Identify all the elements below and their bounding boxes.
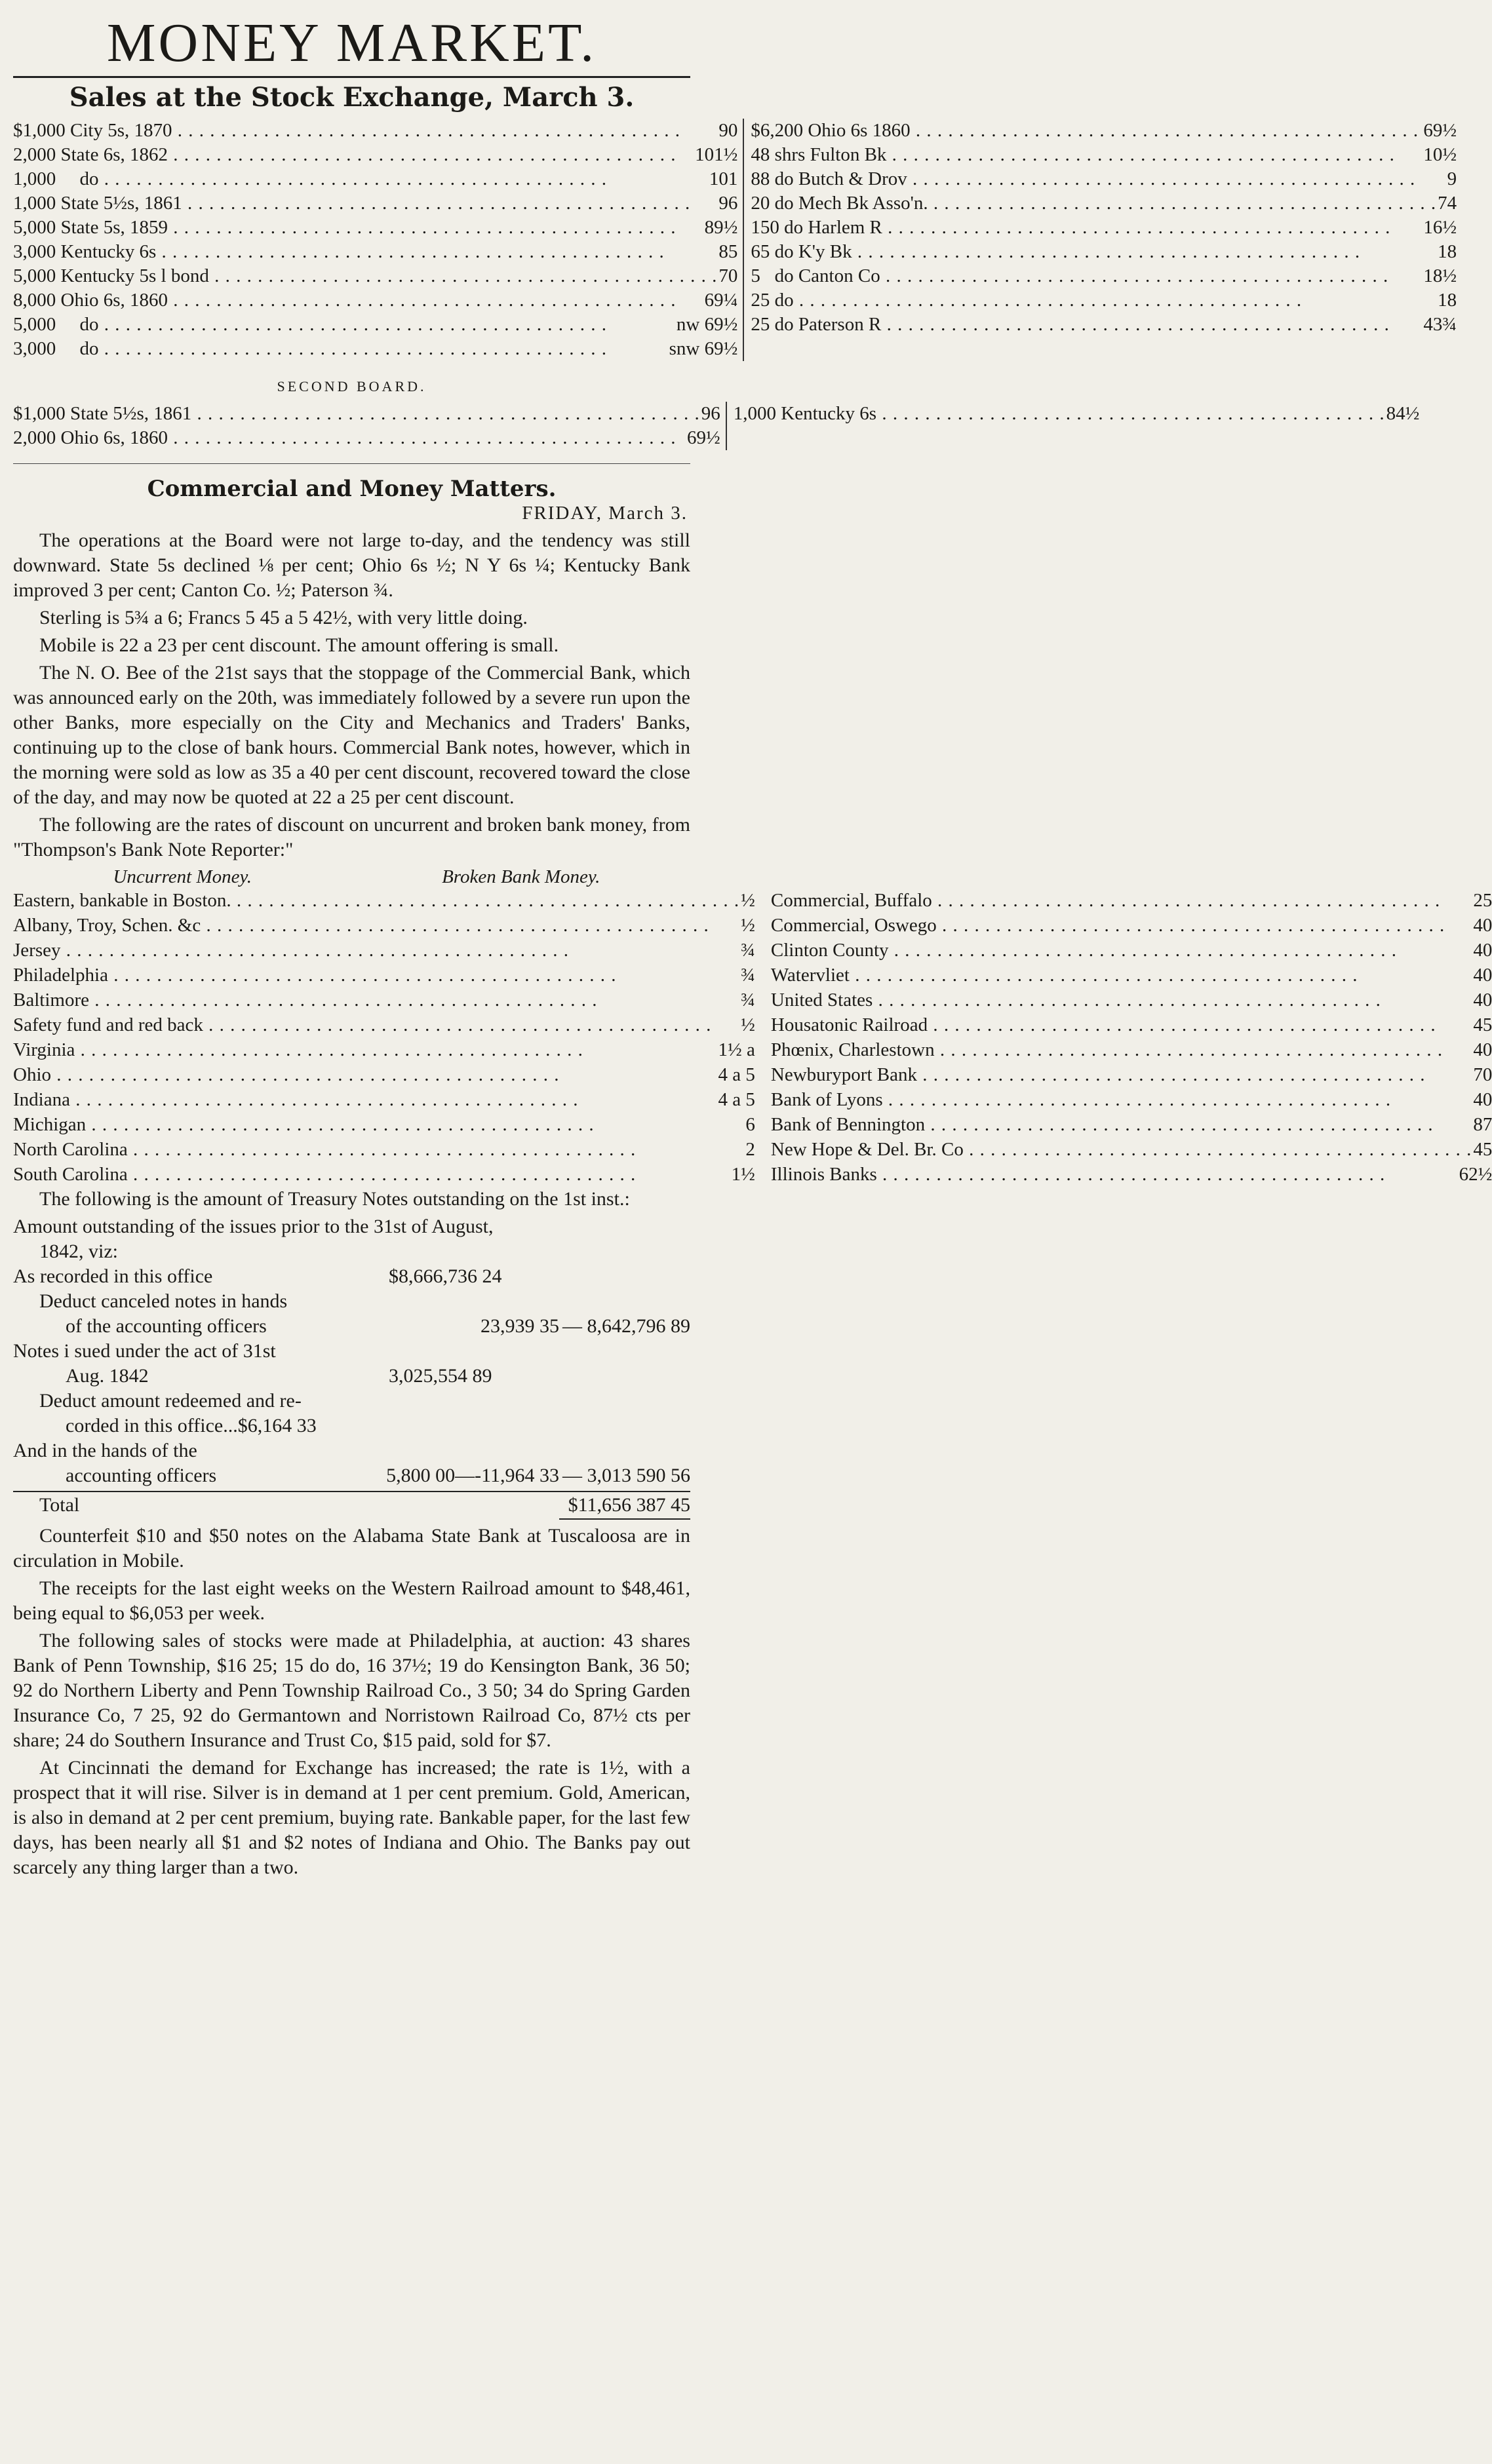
total-amount: $11,656 387 45 (559, 1492, 690, 1520)
rate-row: Clinton County . . . 40 (771, 938, 1492, 963)
rate-row: Commercial, Oswego . . . 40 (771, 913, 1492, 938)
rate-row: Albany, Troy, Schen. &c . . . ½ (13, 913, 755, 938)
commercial-heading: Commercial and Money Matters. (147, 476, 557, 502)
sale-row: 8,000 Ohio 6s, 1860 . . . 69¼ (13, 288, 737, 313)
second-left-column (13, 402, 727, 450)
rate-row: South Carolina . . . 1½ (13, 1162, 755, 1187)
sale-row: 20 do Mech Bk Asso'n. . . . 74 (751, 191, 1457, 216)
broken-column (764, 888, 1492, 1187)
rate-row: Jersey . . . ¾ (13, 938, 755, 963)
sale-row: 48 shrs Fulton Bk . . . 10½ (751, 143, 1457, 167)
rate-row: Commercial, Buffalo . . . 25 (771, 888, 1492, 913)
sale-row: 150 do Harlem R . . . 16½ (751, 216, 1457, 240)
rate-row: New Hope & Del. Br. Co . . . 45 (771, 1137, 1492, 1162)
rate-row: Safety fund and red back . . . ½ (13, 1012, 755, 1037)
page-title: MONEY MARKET. (106, 12, 597, 73)
paragraph-board-operations: The operations at the Board were not large to-day, and the tendency was still downward. State 5s declined ⅛ per cent; Ohio 6s ½; N Y 6s ¼; Kentucky Bank improved 3 per cent; Canton Co. ½; Paterson ¾. (13, 529, 690, 602)
treasury-total (13, 1491, 690, 1520)
rate-row: United States . . . 40 (771, 988, 1492, 1012)
rate-row: Ohio . . . 4 a 5 (13, 1062, 755, 1087)
uncurrent-column (13, 888, 764, 1187)
sale-row: $1,000 City 5s, 1870 . . . 90 (13, 119, 737, 143)
broken-heading: Broken Bank Money. (442, 866, 600, 888)
title-rule (13, 76, 690, 78)
sale-row: 1,000 Kentucky 6s . . . 84½ (734, 402, 1420, 426)
rate-row: Eastern, bankable in Boston. . . . ½ (13, 888, 755, 913)
sale-row: 5 do Canton Co . . . 18½ (751, 264, 1457, 288)
sale-row: 3,000 Kentucky 6s . . . 85 (13, 240, 737, 264)
rate-row: Bank of Bennington . . . 87 (771, 1112, 1492, 1137)
rate-row: Indiana . . . 4 a 5 (13, 1087, 755, 1112)
sale-row: $6,200 Ohio 6s 1860 . . . 69½ (751, 119, 1457, 143)
paragraph-treasury-intro: The following is the amount of Treasury Notes outstanding on the 1st inst.: (39, 1188, 630, 1210)
sale-row: 3,000 do . . . snw 69½ (13, 337, 737, 361)
treasury-line: of the accounting officers 23,939 35 — 8,642,796 89 (66, 1315, 690, 1338)
paragraph-sterling: Sterling is 5¾ a 6; Francs 5 45 a 5 42½, with very little doing. (39, 607, 528, 629)
treasury-line: Deduct canceled notes in hands (39, 1290, 288, 1313)
treasury-table (13, 1214, 690, 1488)
sales-heading: Sales at the Stock Exchange, March 3. (69, 82, 635, 113)
rate-row: North Carolina . . . 2 (13, 1137, 755, 1162)
treasury-line: 1842, viz: (39, 1241, 118, 1263)
sale-row: 5,000 do . . . nw 69½ (13, 313, 737, 337)
sales-table (13, 119, 1457, 361)
treasury-line: As recorded in this office $8,666,736 24 (13, 1265, 502, 1288)
paragraph-cincinnati: At Cincinnati the demand for Exchange has increased; the rate is 1½, with a prospect that it will rise. Silver is in demand at 1 per cent premium. Gold, American, is also in demand at 2 per cent premium, buying rate. Bankable paper, for the last few days, has been nearly all $1 and $2 notes of Indiana and Ohio. The Banks pay out scarcely any thing larger than a two. (13, 1757, 690, 1879)
rate-row: Michigan . . . 6 (13, 1112, 755, 1137)
paragraph-western-railroad: The receipts for the last eight weeks on the Western Railroad amount to $48,461, being equal to $6,053 per week. (13, 1577, 690, 1625)
second-board-heading: SECOND BOARD. (277, 378, 427, 395)
treasury-line: Deduct amount redeemed and re- (39, 1390, 302, 1412)
uncurrent-heading: Uncurrent Money. (113, 866, 252, 888)
second-right-column (727, 402, 1420, 450)
rates-column-headings (13, 866, 690, 888)
rate-row: Illinois Banks . . . 62½ (771, 1162, 1492, 1187)
second-board-table (13, 402, 1420, 450)
sale-row: 2,000 State 6s, 1862 . . . 101½ (13, 143, 737, 167)
paragraph-rates-intro: The following are the rates of discount on uncurrent and broken bank money, from "Thompson's Bank Note Reporter:" (13, 814, 690, 861)
sale-row: 88 do Butch & Drov . . . 9 (751, 167, 1457, 191)
rate-row: Bank of Lyons . . . 40 (771, 1087, 1492, 1112)
paragraph-mobile: Mobile is 22 a 23 per cent discount. The amount offering is small. (39, 634, 559, 657)
rate-row: Newburyport Bank . . . 70 (771, 1062, 1492, 1087)
sale-row: 5,000 Kentucky 5s l bond . . . 70 (13, 264, 737, 288)
sales-left-column (13, 119, 744, 361)
rate-row: Phœnix, Charlestown . . . 40 (771, 1037, 1492, 1062)
rate-row: Housatonic Railroad . . . 45 (771, 1012, 1492, 1037)
rate-row: Philadelphia . . . ¾ (13, 963, 755, 988)
total-label: Total (39, 1494, 80, 1516)
dateline: FRIDAY, March 3. (522, 503, 688, 524)
rate-row: Watervliet . . . 40 (771, 963, 1492, 988)
rates-table (13, 888, 1492, 1187)
treasury-line: Amount outstanding of the issues prior to the 31st of August, (13, 1216, 494, 1238)
section-divider (13, 463, 690, 464)
treasury-line: accounting officers 5,800 00—-11,964 33 — 3,013 590 56 (66, 1465, 690, 1487)
sale-row: 25 do . . . 18 (751, 288, 1457, 313)
sale-row: $1,000 State 5½s, 1861 . . . 96 (13, 402, 720, 426)
treasury-line: corded in this office...$6,164 33 (66, 1415, 317, 1437)
sale-row: 1,000 State 5½s, 1861 . . . 96 (13, 191, 737, 216)
treasury-line: And in the hands of the (13, 1440, 197, 1462)
sale-row: 5,000 State 5s, 1859 . . . 89½ (13, 216, 737, 240)
paragraph-philadelphia-sales: The following sales of stocks were made at Philadelphia, at auction: 43 shares Bank of Penn Township, $16 25; 15 do do, 16 37½; 19 do Kensington Bank, 36 50; 92 do Northern Liberty and Penn Township Railroad Co., 3 50; 34 do Spring Garden Insurance Co, 7 25, 92 do Germantown and Norristown Railroad Co, 87½ cts per share; 24 do Southern Insurance and Trust Co, $15 paid, sold for $7. (13, 1630, 690, 1752)
treasury-line: Notes i sued under the act of 31st (13, 1340, 276, 1362)
rate-row: Baltimore . . . ¾ (13, 988, 755, 1012)
sales-right-column (744, 119, 1457, 361)
sale-row: 65 do K'y Bk . . . 18 (751, 240, 1457, 264)
sale-row: 25 do Paterson R . . . 43¾ (751, 313, 1457, 337)
rate-row: Virginia . . . 1½ a (13, 1037, 755, 1062)
sale-row: 2,000 Ohio 6s, 1860 . . . 69½ (13, 426, 720, 450)
sale-row: 1,000 do . . . 101 (13, 167, 737, 191)
paragraph-counterfeit: Counterfeit $10 and $50 notes on the Alabama State Bank at Tuscaloosa are in circulation in Mobile. (13, 1525, 690, 1572)
paragraph-no-bee: The N. O. Bee of the 21st says that the stoppage of the Commercial Bank, which was announced early on the 20th, was immediately followed by a severe run upon the other Banks, more especially on the City and Mechanics and Traders' Banks, continuing up to the close of bank hours. Commercial Bank notes, however, which in the morning were sold as low as 35 a 40 per cent discount, recovered toward the close of the day, and may now be quoted at 22 a 25 per cent discount. (13, 662, 690, 809)
treasury-line: Aug. 1842 3,025,554 89 (66, 1365, 492, 1387)
